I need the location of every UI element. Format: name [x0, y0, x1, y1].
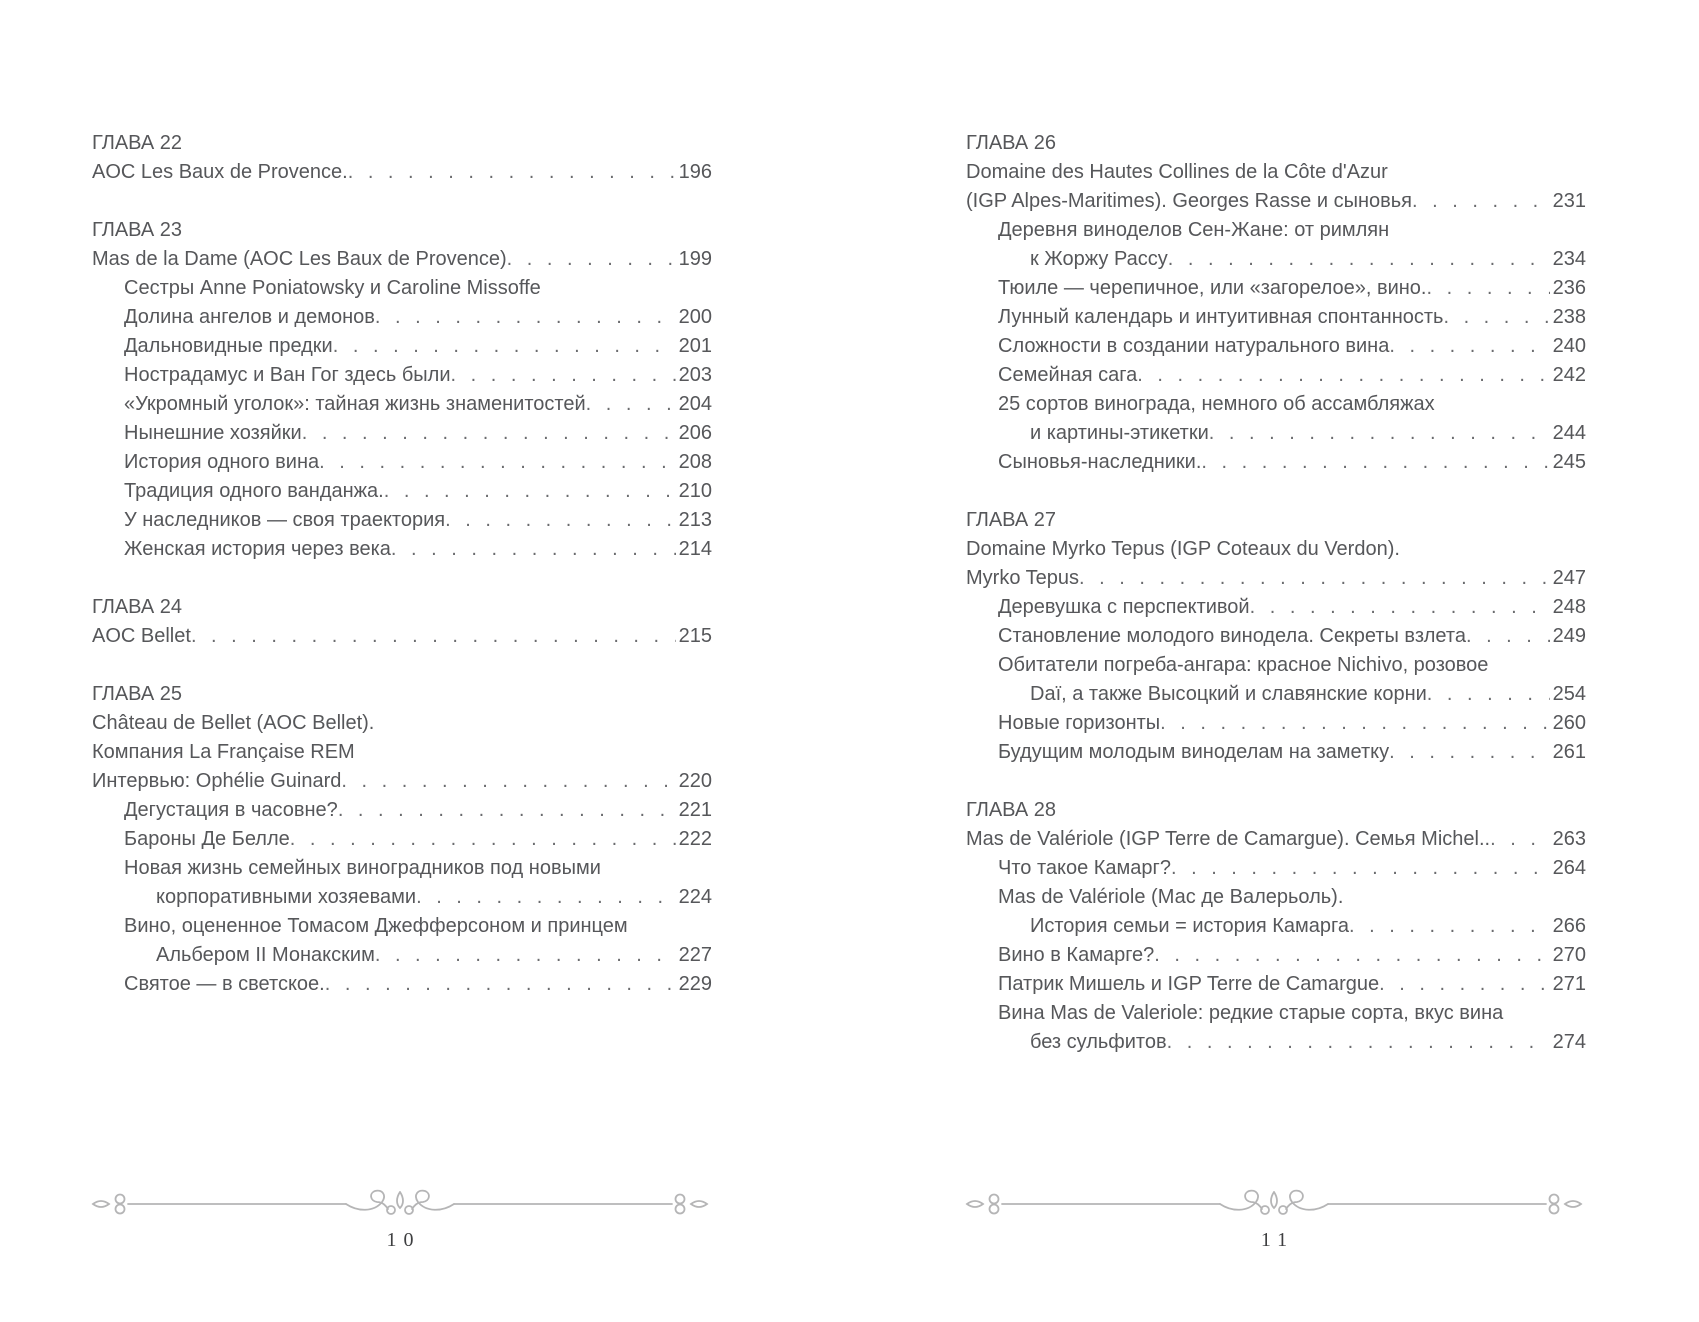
page-ref: 254	[1552, 683, 1586, 705]
page-ref: 196	[678, 161, 712, 183]
page-ref: 260	[1552, 712, 1586, 734]
toc-subentry	[966, 738, 1586, 767]
chapter-title-line	[966, 825, 1586, 854]
toc-subentry	[92, 361, 712, 390]
toc-subentry	[966, 941, 1586, 970]
page-ref: 210	[678, 480, 712, 502]
toc-subentry-title: Daï, а также Высоцкий и славянские корни	[1030, 683, 1427, 705]
toc-subentry	[966, 709, 1586, 738]
toc-subentry	[966, 680, 1586, 709]
toc-subentry	[92, 970, 712, 999]
toc-subentry-title: Дальновидные предки	[124, 335, 333, 357]
page-ref: 271	[1552, 973, 1586, 995]
page-ref: 234	[1552, 248, 1586, 270]
toc-subentry: Вино, оцененное Томасом Джефферсоном и принцем	[124, 915, 628, 937]
leader-dots	[1466, 622, 1550, 651]
toc-subentry: Обитатели погреба-ангара: красное Nichivo, розовое	[998, 654, 1489, 676]
leader-dots	[586, 390, 676, 419]
chapter-title-line: Компания La Française REM	[92, 741, 355, 763]
page-number-folio: 11	[1260, 1229, 1295, 1251]
page-ref: 261	[1552, 741, 1586, 763]
toc-subentry	[966, 854, 1586, 883]
chapter-title-line	[92, 245, 712, 274]
page-ref: 263	[1552, 828, 1586, 850]
toc-subentry	[966, 361, 1586, 390]
leader-dots	[391, 535, 676, 564]
toc-subentry: Деревня виноделов Сен-Жане: от римлян	[998, 219, 1390, 241]
leader-dots	[375, 303, 676, 332]
page-ref: 274	[1552, 1031, 1586, 1053]
toc-subentry	[92, 390, 712, 419]
leader-dots	[1171, 854, 1550, 883]
chapter-list	[92, 129, 712, 999]
toc-subentry-title: Дегустация в часовне?	[124, 799, 338, 821]
page-footer-left	[90, 1188, 710, 1252]
toc-subentry	[966, 332, 1586, 361]
toc-subentry-title: Женская история через века	[124, 538, 391, 560]
chapter-title-line: Domaine des Hautes Collines de la Côte d'Azur	[966, 161, 1388, 183]
page-footer-right	[964, 1188, 1584, 1252]
leader-dots	[290, 825, 676, 854]
toc-subentry	[92, 506, 712, 535]
leader-dots	[302, 419, 676, 448]
leader-dots	[1250, 593, 1550, 622]
toc-subentry	[92, 332, 712, 361]
chapter-title-line	[92, 158, 712, 187]
chapter-block	[92, 680, 712, 999]
chapter-label: ГЛАВА 27	[966, 509, 1056, 531]
page-ref: 244	[1552, 422, 1586, 444]
toc-subentry	[92, 448, 712, 477]
leader-dots	[445, 506, 676, 535]
page-ref: 221	[678, 799, 712, 821]
page-ref: 204	[678, 393, 712, 415]
leader-dots	[1167, 1028, 1550, 1057]
page-number-folio: 10	[386, 1229, 421, 1251]
toc-subentry-title: История семьи = история Камарга	[1030, 915, 1350, 937]
leader-dots	[1168, 245, 1550, 274]
chapter-label: ГЛАВА 24	[92, 596, 182, 618]
leader-dots	[1426, 274, 1549, 303]
toc-subentry-title: «Укромный уголок»: тайная жизнь знаменитостей	[124, 393, 586, 415]
toc-subentry: Новая жизнь семейных виноградников под новыми	[124, 857, 601, 879]
toc-subentry-title: Вино в Камарге?	[998, 944, 1155, 966]
leader-dots	[1389, 332, 1549, 361]
page-ref: 270	[1552, 944, 1586, 966]
page-ref: 227	[678, 944, 712, 966]
toc-subentry	[966, 274, 1586, 303]
toc-subentry-title: Будущим молодым виноделам на заметку	[998, 741, 1390, 763]
toc-subentry-title: без сульфитов	[1030, 1031, 1167, 1053]
chapter-list	[966, 129, 1586, 1057]
toc-page-right	[966, 129, 1586, 1057]
leader-dots	[1349, 912, 1550, 941]
chapter-block	[92, 129, 712, 187]
chapter-block	[966, 129, 1586, 477]
page-ref: 208	[678, 451, 712, 473]
page-ref: 231	[1552, 190, 1586, 212]
leader-dots	[375, 941, 676, 970]
leader-dots	[319, 448, 675, 477]
toc-subentry	[92, 303, 712, 332]
toc-subentry-title: к Жоржу Рассу	[1030, 248, 1168, 270]
toc-subentry	[92, 419, 712, 448]
toc-subentry	[92, 825, 712, 854]
page-ref: 206	[678, 422, 712, 444]
chapter-title-line: Château de Bellet (AOC Bellet).	[92, 712, 375, 734]
page-ref: 238	[1552, 306, 1586, 328]
toc-subentry-title: Святое — в светское.	[124, 973, 325, 995]
chapter-title-line	[966, 564, 1586, 593]
leader-dots	[348, 158, 676, 187]
toc-subentry-title: Бароны Де Белле	[124, 828, 290, 850]
leader-dots	[1201, 448, 1549, 477]
toc-subentry-title: Новые горизонты	[998, 712, 1161, 734]
leader-dots	[1412, 187, 1550, 216]
page-ref: 247	[1552, 567, 1586, 589]
toc-subentry-title: корпоративными хозяевами	[156, 886, 417, 908]
leader-dots	[1154, 941, 1549, 970]
page-ref: 213	[678, 509, 712, 531]
toc-subentry	[966, 970, 1586, 999]
leader-dots	[338, 796, 676, 825]
toc-subentry	[966, 1028, 1586, 1057]
leader-dots	[1427, 680, 1550, 709]
toc-subentry-title: Тюиле — черепичное, или «загорелое», вино.	[998, 277, 1427, 299]
toc-subentry-title: Сыновья-наследники.	[998, 451, 1202, 473]
leader-dots	[416, 883, 676, 912]
toc-subentry	[92, 941, 712, 970]
toc-subentry-title: Деревушка с перспективой	[998, 596, 1250, 618]
page-ref: 224	[678, 886, 712, 908]
toc-subentry-title: Традиция одного ванданжа.	[124, 480, 384, 502]
chapter-title-line-title: Myrko Tepus	[966, 567, 1080, 589]
leader-dots	[1389, 738, 1550, 767]
toc-subentry	[92, 883, 712, 912]
leader-dots	[451, 361, 676, 390]
toc-subentry	[966, 622, 1586, 651]
chapter-label: ГЛАВА 22	[92, 132, 182, 154]
toc-page-left	[92, 129, 712, 999]
page-ref: 229	[678, 973, 712, 995]
toc-subentry-title: Что такое Камарг?	[998, 857, 1171, 879]
page-ref: 220	[678, 770, 712, 792]
chapter-title-line: Domaine Myrko Tepus (IGP Coteaux du Verdon).	[966, 538, 1400, 560]
toc-subentry-title: История одного вина	[124, 451, 320, 473]
page-ref: 245	[1552, 451, 1586, 473]
page-ref: 215	[678, 625, 712, 647]
page-ref: 203	[678, 364, 712, 386]
divider-ornament-icon	[90, 1188, 710, 1220]
leader-dots	[1079, 564, 1550, 593]
chapter-label: ГЛАВА 26	[966, 132, 1056, 154]
page-ref: 240	[1552, 335, 1586, 357]
leader-dots	[1209, 419, 1550, 448]
page-ref: 242	[1552, 364, 1586, 386]
leader-dots	[333, 332, 676, 361]
page-ref: 248	[1552, 596, 1586, 618]
toc-subentry-title: Патрик Мишель и IGP Terre de Camargue	[998, 973, 1380, 995]
chapter-title-line-title: AOC Bellet	[92, 625, 191, 647]
toc-subentry	[92, 796, 712, 825]
leader-dots	[384, 477, 676, 506]
chapter-block	[92, 216, 712, 564]
leader-dots	[191, 622, 676, 651]
chapter-title-line-title: Mas de Valériole (IGP Terre de Camargue). Семья Michel..	[966, 828, 1491, 850]
toc-subentry-title: Становление молодого винодела. Секреты взлета	[998, 625, 1466, 647]
chapter-title-line	[966, 187, 1586, 216]
chapter-title-line-title: Интервью: Ophélie Guinard	[92, 770, 342, 792]
toc-subentry	[966, 303, 1586, 332]
chapter-title-line	[92, 767, 712, 796]
chapter-block	[966, 796, 1586, 1057]
leader-dots	[507, 245, 676, 274]
leader-dots	[1160, 709, 1549, 738]
page-ref: 236	[1552, 277, 1586, 299]
divider-ornament-icon	[964, 1188, 1584, 1220]
toc-subentry	[966, 593, 1586, 622]
chapter-title-line-title: AOC Les Baux de Provence.	[92, 161, 348, 183]
chapter-label: ГЛАВА 28	[966, 799, 1056, 821]
toc-subentry	[92, 477, 712, 506]
chapter-label: ГЛАВА 23	[92, 219, 182, 241]
chapter-title-line	[92, 622, 712, 651]
page-ref: 249	[1552, 625, 1586, 647]
chapter-block	[966, 506, 1586, 767]
leader-dots	[341, 767, 675, 796]
toc-subentry: Mas de Valériole (Мас де Валерьоль).	[998, 886, 1344, 908]
chapter-title-line-title: Mas de la Dame (AOC Les Baux de Provence)	[92, 248, 507, 270]
page-ref: 222	[678, 828, 712, 850]
toc-subentry-title: Нострадамус и Ван Гог здесь были	[124, 364, 451, 386]
leader-dots	[1490, 825, 1550, 854]
toc-subentry-title: У наследников — своя траектория	[124, 509, 446, 531]
toc-subentry: 25 сортов винограда, немного об ассамбляжах	[998, 393, 1435, 415]
toc-subentry: Вина Mas de Valeriole: редкие старые сорта, вкус вина	[998, 1002, 1504, 1024]
toc-subentry	[92, 535, 712, 564]
toc-subentry	[966, 912, 1586, 941]
leader-dots	[1137, 361, 1549, 390]
toc-subentry-title: Альбером II Монакским	[156, 944, 375, 966]
leader-dots	[1443, 303, 1549, 332]
toc-subentry-title: Нынешние хозяйки	[124, 422, 302, 444]
toc-subentry	[966, 448, 1586, 477]
toc-subentry: Сестры Anne Poniatowsky и Caroline Missoffe	[124, 277, 541, 299]
page-ref: 199	[678, 248, 712, 270]
leader-dots	[1379, 970, 1550, 999]
toc-subentry-title: Семейная сага	[998, 364, 1138, 386]
page-ref: 201	[678, 335, 712, 357]
page-ref: 266	[1552, 915, 1586, 937]
page-ref: 214	[678, 538, 712, 560]
toc-subentry-title: Сложности в создании натурального вина	[998, 335, 1390, 357]
leader-dots	[325, 970, 676, 999]
toc-subentry-title: и картины-этикетки	[1030, 422, 1209, 444]
toc-subentry	[966, 419, 1586, 448]
toc-subentry-title: Лунный календарь и интуитивная спонтанность	[998, 306, 1444, 328]
toc-subentry	[966, 245, 1586, 274]
page-ref: 200	[678, 306, 712, 328]
toc-subentry-title: Долина ангелов и демонов	[124, 306, 375, 328]
chapter-label: ГЛАВА 25	[92, 683, 182, 705]
chapter-block	[92, 593, 712, 651]
chapter-title-line-title: (IGP Alpes-Maritimes). Georges Rasse и сыновья	[966, 190, 1412, 212]
page-ref: 264	[1552, 857, 1586, 879]
